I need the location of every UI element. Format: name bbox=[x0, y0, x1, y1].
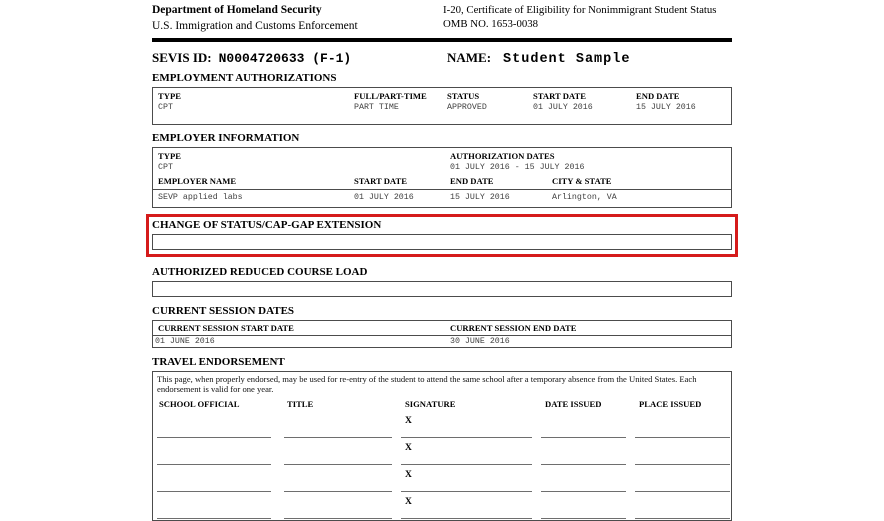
signature-line bbox=[635, 437, 730, 438]
signature-line bbox=[401, 518, 532, 519]
col-header-end-date: END DATE bbox=[450, 175, 494, 186]
document-masthead bbox=[152, 3, 732, 34]
value-city-state: Arlington, VA bbox=[552, 192, 617, 202]
signature-line bbox=[541, 464, 626, 465]
section-title-change-of-status: CHANGE OF STATUS/CAP-GAP EXTENSION bbox=[152, 218, 382, 231]
travel-endorsement-note: This page, when properly endorsed, may be used for re-entry of the student to attend the same school after a temporary absence from the United States. Each endorsement is valid for one year. bbox=[157, 373, 697, 395]
signature-line bbox=[401, 491, 532, 492]
value-type: CPT bbox=[158, 162, 173, 172]
value-employer-name: SEVP applied labs bbox=[158, 192, 243, 202]
signature-x-mark: X bbox=[405, 416, 412, 427]
signature-line bbox=[541, 518, 626, 519]
value-full-part-time: PART TIME bbox=[354, 102, 399, 112]
value-start-date: 01 JULY 2016 bbox=[533, 102, 593, 112]
value-type: CPT bbox=[158, 102, 173, 112]
col-header-school-official: SCHOOL OFFICIAL bbox=[159, 399, 240, 410]
value-end-date: 15 JULY 2016 bbox=[450, 192, 510, 202]
signature-line bbox=[284, 464, 392, 465]
value-start-date: 01 JULY 2016 bbox=[354, 192, 414, 202]
section-title-current-session-dates: CURRENT SESSION DATES bbox=[152, 304, 295, 317]
col-header-date-issued: DATE ISSUED bbox=[545, 399, 602, 410]
table-header-row bbox=[153, 399, 731, 412]
signature-line bbox=[157, 518, 271, 519]
form-title: I-20, Certificate of Eligibility for Nonimmigrant Student Status bbox=[443, 4, 717, 16]
signature-line bbox=[401, 464, 532, 465]
signature-line bbox=[541, 437, 626, 438]
signature-row bbox=[153, 439, 731, 466]
col-header-session-start: CURRENT SESSION START DATE bbox=[158, 322, 294, 333]
name-value: Student Sample bbox=[503, 51, 631, 67]
signature-line bbox=[635, 464, 730, 465]
signature-row bbox=[153, 412, 731, 439]
change-of-status-highlight-box bbox=[146, 214, 738, 257]
section-title-employer-information: EMPLOYER INFORMATION bbox=[152, 131, 300, 144]
col-header-employer-name: EMPLOYER NAME bbox=[158, 175, 237, 186]
name-group bbox=[447, 49, 630, 67]
signature-line bbox=[284, 491, 392, 492]
signature-line bbox=[284, 437, 392, 438]
value-session-end: 30 JUNE 2016 bbox=[450, 336, 510, 346]
header-divider-rule bbox=[152, 38, 732, 42]
signature-row bbox=[153, 493, 731, 520]
table-header-row bbox=[153, 176, 731, 190]
table-header-row bbox=[153, 323, 731, 336]
sevis-id-label: SEVIS ID: bbox=[152, 49, 212, 65]
value-authorization-dates: 01 JULY 2016 - 15 JULY 2016 bbox=[450, 162, 585, 172]
agency-subtitle: U.S. Immigration and Customs Enforcement bbox=[152, 20, 358, 33]
signature-line bbox=[541, 491, 626, 492]
table-value-row bbox=[153, 163, 731, 176]
col-header-start-date: START DATE bbox=[533, 90, 586, 101]
document-page bbox=[152, 3, 732, 521]
signature-line bbox=[401, 437, 532, 438]
col-header-type: TYPE bbox=[158, 150, 181, 161]
col-header-city-state: CITY & STATE bbox=[552, 175, 612, 186]
section-title-travel-endorsement: TRAVEL ENDORSEMENT bbox=[152, 355, 285, 368]
reduced-course-load-field bbox=[152, 281, 732, 297]
signature-line bbox=[157, 491, 271, 492]
employer-information-table bbox=[152, 147, 732, 208]
signature-line bbox=[635, 491, 730, 492]
col-header-full-part-time: FULL/PART-TIME bbox=[354, 90, 427, 101]
signature-x-mark: X bbox=[405, 470, 412, 481]
section-title-employment-authorizations: EMPLOYMENT AUTHORIZATIONS bbox=[152, 71, 337, 84]
col-header-place-issued: PLACE ISSUED bbox=[639, 399, 702, 410]
col-header-title: TITLE bbox=[287, 399, 314, 410]
table-value-row bbox=[153, 103, 731, 114]
value-status: APPROVED bbox=[447, 102, 487, 112]
table-header-row bbox=[153, 91, 731, 103]
signature-row bbox=[153, 466, 731, 493]
col-header-signature: SIGNATURE bbox=[405, 399, 456, 410]
employment-authorizations-table bbox=[152, 87, 732, 125]
current-session-dates-table bbox=[152, 320, 732, 348]
col-header-start-date: START DATE bbox=[354, 175, 407, 186]
masthead-right bbox=[443, 3, 732, 30]
change-of-status-field bbox=[152, 234, 732, 250]
identity-line bbox=[152, 49, 732, 65]
col-header-authorization-dates: AUTHORIZATION DATES bbox=[450, 150, 555, 161]
value-end-date: 15 JULY 2016 bbox=[636, 102, 696, 112]
masthead-left bbox=[152, 3, 443, 34]
signature-line bbox=[157, 437, 271, 438]
col-header-type: TYPE bbox=[158, 90, 181, 101]
value-session-start: 01 JUNE 2016 bbox=[155, 336, 215, 346]
name-label: NAME: bbox=[447, 49, 492, 65]
signature-x-mark: X bbox=[405, 443, 412, 454]
signature-line bbox=[635, 518, 730, 519]
travel-endorsement-table bbox=[152, 371, 732, 521]
agency-title: Department of Homeland Security bbox=[152, 4, 322, 16]
sevis-id-value: N0004720633 (F-1) bbox=[218, 50, 352, 66]
omb-number: OMB NO. 1653-0038 bbox=[443, 18, 539, 31]
col-header-end-date: END DATE bbox=[636, 90, 680, 101]
section-title-reduced-course-load: AUTHORIZED REDUCED COURSE LOAD bbox=[152, 265, 368, 278]
table-value-row bbox=[153, 336, 731, 347]
signature-x-mark: X bbox=[405, 497, 412, 508]
table-header-row bbox=[153, 151, 731, 163]
table-value-row bbox=[153, 190, 731, 205]
col-header-status: STATUS bbox=[447, 90, 480, 101]
signature-line bbox=[284, 518, 392, 519]
col-header-session-end: CURRENT SESSION END DATE bbox=[450, 322, 577, 333]
sevis-id-group bbox=[152, 49, 447, 67]
signature-line bbox=[157, 464, 271, 465]
